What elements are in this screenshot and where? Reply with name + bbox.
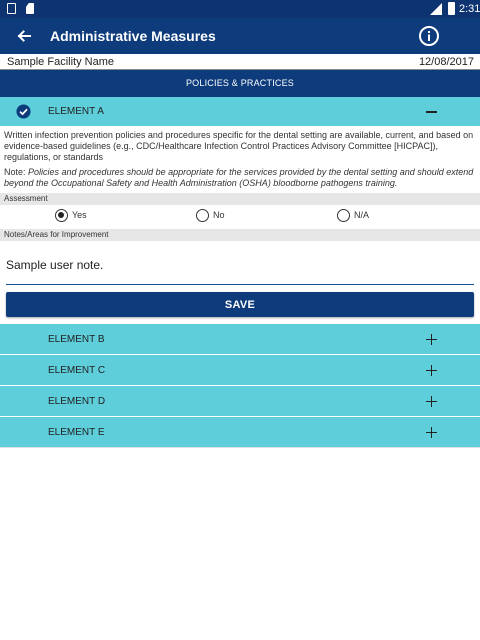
list-divider [0, 447, 480, 448]
facility-date: 12/08/2017 [418, 56, 474, 68]
radio-yes-label: Yes [72, 210, 87, 220]
radio-selected-dot [58, 212, 64, 218]
element-d-label: ELEMENT D [48, 396, 106, 407]
signal-icon [430, 3, 442, 15]
collapsed-elements-list [0, 324, 480, 448]
notification-icon [7, 3, 16, 14]
element-b-label: ELEMENT B [48, 334, 105, 345]
page-title: Administrative Measures [50, 28, 216, 44]
assessment-label: Assessment [0, 193, 480, 205]
note-prefix: Note: [4, 167, 29, 177]
app-bar [0, 18, 480, 54]
battery-icon [448, 2, 455, 15]
plus-icon[interactable] [426, 427, 437, 438]
radio-no-label: No [213, 210, 225, 220]
note-text: Policies and procedures should be appropriate for the services provided by the dental setting and should extend beyond the Occupational Safety and Health Administration (OSHA) bloodborne pathogens training. [4, 167, 474, 188]
assessment-radio-group [0, 205, 480, 226]
status-bar [0, 0, 480, 18]
back-arrow-icon[interactable] [14, 26, 34, 46]
notes-label: Notes/Areas for Improvement [0, 229, 480, 241]
facility-name: Sample Facility Name [7, 56, 114, 68]
plus-icon[interactable] [426, 334, 437, 345]
radio-no-circle[interactable] [196, 209, 209, 222]
minus-icon[interactable] [426, 111, 437, 113]
element-d-header[interactable] [0, 386, 480, 417]
element-a-note [4, 167, 476, 189]
plus-icon[interactable] [426, 396, 437, 407]
notes-input[interactable] [6, 251, 474, 285]
radio-na-circle[interactable] [337, 209, 350, 222]
element-a-label: ELEMENT A [48, 106, 104, 117]
info-icon[interactable] [418, 25, 440, 47]
section-header: POLICIES & PRACTICES [0, 70, 480, 97]
sim-icon [26, 3, 34, 14]
save-button[interactable]: SAVE [6, 292, 474, 317]
element-c-header[interactable] [0, 355, 480, 386]
radio-yes-circle[interactable] [55, 209, 68, 222]
element-b-header[interactable] [0, 324, 480, 355]
element-e-header[interactable] [0, 417, 480, 448]
element-c-label: ELEMENT C [48, 365, 106, 376]
status-time: 2:31 [459, 3, 480, 15]
element-e-label: ELEMENT E [48, 427, 105, 438]
radio-na-label: N/A [354, 210, 370, 220]
plus-icon[interactable] [426, 365, 437, 376]
element-a-description: Written infection prevention policies and procedures specific for the dental setting are available, current, and based on evidence-based guidelines (e.g., CDC/Healthcare Infection Control Practices Advisory Committee [HICPAC]), regulations, or standards [4, 130, 474, 162]
facility-row [0, 54, 480, 70]
element-a-header[interactable] [0, 97, 480, 126]
check-circle-icon [16, 104, 31, 119]
